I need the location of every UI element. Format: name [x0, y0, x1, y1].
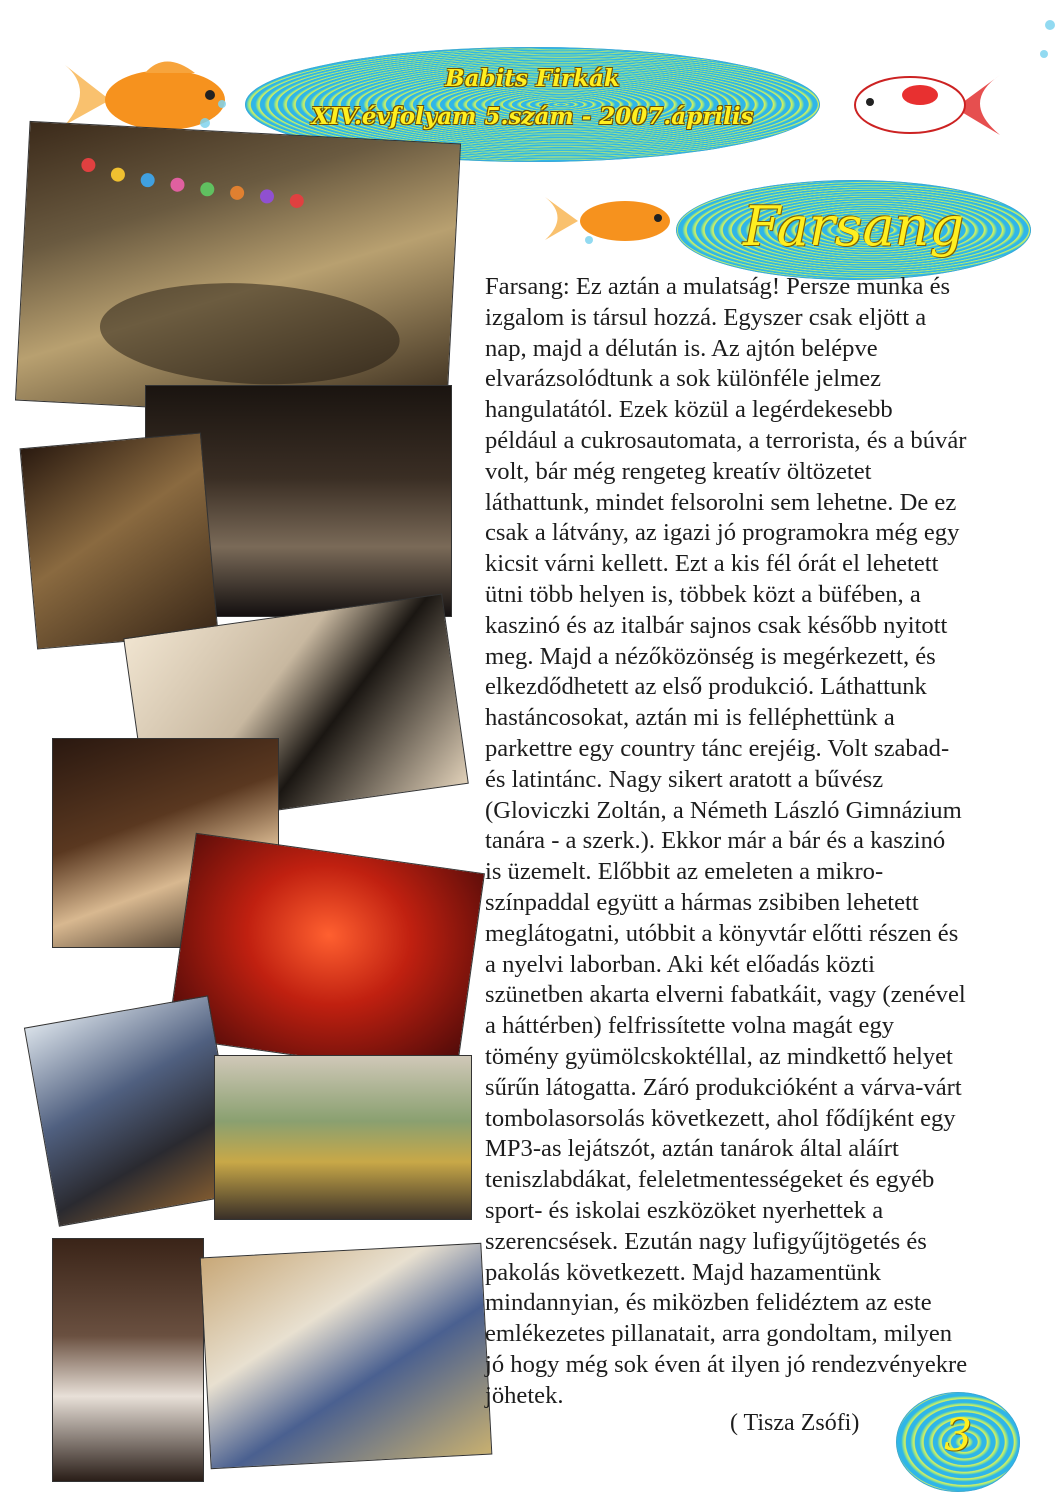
bubble-icon — [200, 118, 210, 128]
mirror-costume-photo — [20, 432, 219, 649]
white-red-fish-icon — [850, 60, 1005, 145]
article-author: ( Tisza Zsófi) — [730, 1410, 860, 1436]
issue-info: XIV.évfolyam 5.szám - 2007.április — [311, 103, 754, 130]
bubble-icon — [218, 100, 226, 108]
page-number: 3 — [944, 1410, 972, 1461]
bubble-icon — [1040, 50, 1048, 58]
bubble-icon — [585, 236, 593, 244]
goldfish-small-icon — [540, 185, 680, 250]
guitar-player-photo — [24, 995, 243, 1226]
raffle-table-photo — [200, 1243, 493, 1469]
magazine-title: Babits Firkák — [445, 65, 620, 92]
magazine-header — [245, 60, 820, 136]
dance-hall-balloons-photo — [15, 121, 461, 423]
section-title: Farsang — [742, 195, 965, 258]
costumed-magician-photo — [52, 1238, 204, 1482]
balloons-decoration-icon — [16, 122, 460, 422]
article-body: Farsang: Ez aztán a mulatság! Persze munka és izgalom is társul hozzá. Egyszer csak eljött a nap, majd a délután is. Az ajtón belépve elvarázsolódtunk a sok különféle jelmez hangulatától. Ezek közül a legérdekesebb például a cukrosautomata, a terrorista, és a búvár volt, bár még rengeteg kreatív öltözetet láthattunk, mindet felsorolni sem lehetne. De ez csak a látvány, az igazi jó programokra még egy kicsit várni kellett. Ezt a kis fél órát el lehetett ütni több helyen is, többek közt a büfében, a kaszinó és az italbár sajnos csak később nyitott meg. Majd a nézőközönség is megérkezett, és elkezdődhetett az első produkció. Láthattunk hastáncosokat, aztán mi is felléphettünk a parkettre egy country tánc erejéig. Volt szabad- és latintánc. Nagy sikert aratott a bűvész (Gloviczki Zoltán, a Németh László Gimnázium tanára - a szerk.). Ekkor már a bár és a kaszinó is üzemelt. Előbbit az emeleten a mikro- színpaddal együtt a hármas zsibiben lehetett meglátogatni, utóbbit a könyvtár előtti részen és a nyelvi laborban. Aki két előadás közti szünetben akarta elverni fabatkáit, vagy (zenével a háttérben) felfrissítette volna magát egy tömény gyümölcskoktéllal, az mindkettő helyet sűrűn látogatta. Záró produkcióként a várva-várt tombolasorsolás következett, ahol fődíjként egy MP3-as lejátszót, aztán tanárok által aláírt teniszlabdákat, feleletmentességeket és egyéb sport- és iskolai eszközöket nyerhettek a szerencsések. Ezután nagy lufigyűjtögetés és pakolás következett. Majd hazamentünk mindannyian, és miközben felidéztem az este emlékezetes pillanatait, arra gondoltam, milyen jó hogy még sok éven át ilyen jó rendezvényekre jöhetek. — [485, 273, 968, 1409]
card-table-photo — [214, 1055, 472, 1220]
bubble-icon — [1045, 20, 1055, 30]
